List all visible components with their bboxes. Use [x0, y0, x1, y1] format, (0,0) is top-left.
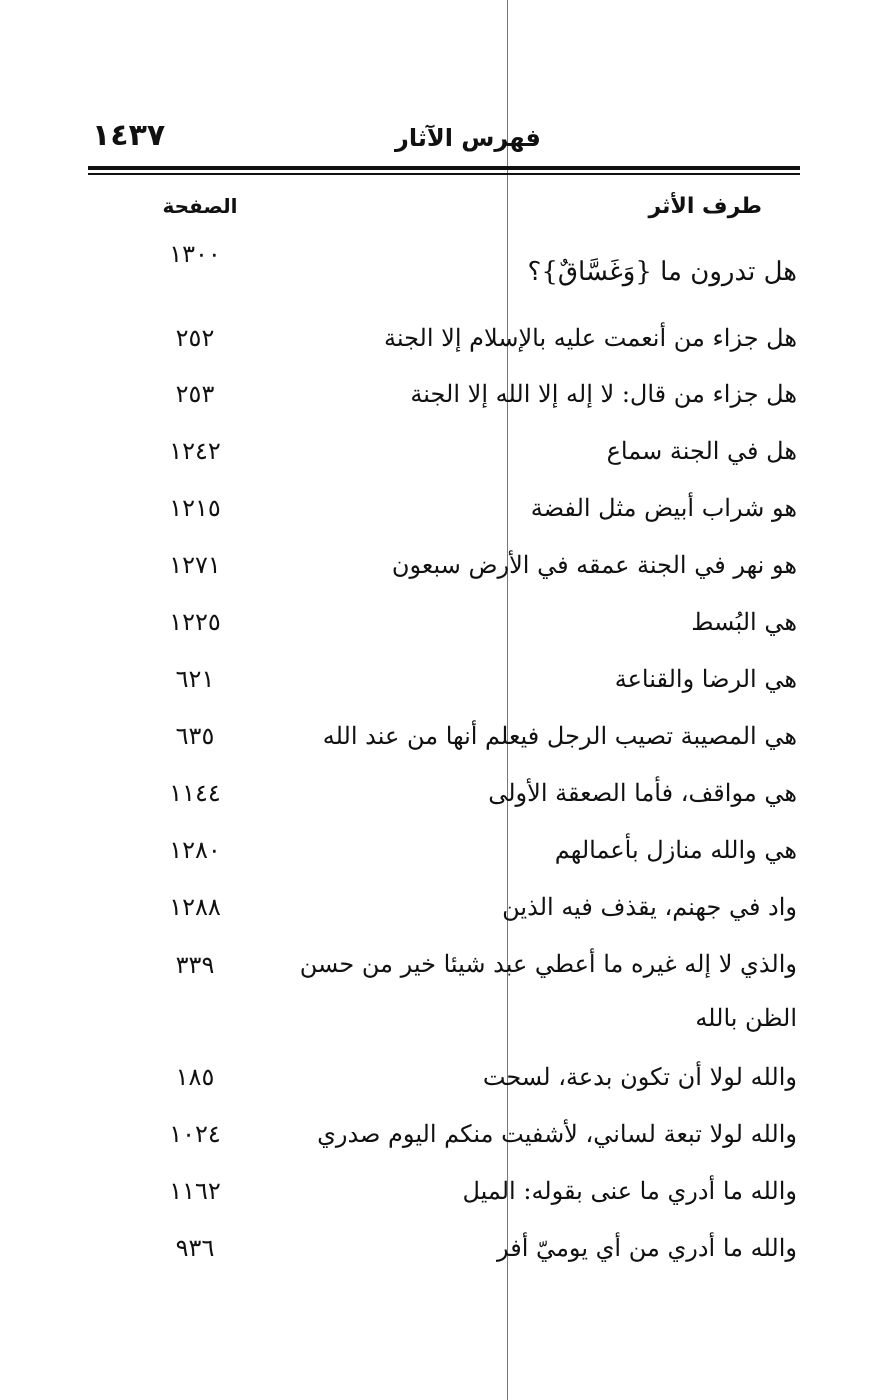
entry-text: هي والله منازل بأعمالهم — [554, 836, 797, 864]
page-column-header: الصفحة — [162, 194, 238, 218]
entry-page: ٩٣٦ — [175, 1234, 215, 1262]
index-entry — [0, 366, 879, 422]
entry-text: والذي لا إله غيره ما أعطي عبد شيئا خير من حسن الظن بالله — [299, 950, 797, 1032]
entry-text: والله ما أدري ما عنى بقوله: الميل — [462, 1177, 797, 1205]
index-entry — [0, 240, 879, 300]
entry-text: هو نهر في الجنة عمقه في الأرض سبعون — [391, 551, 797, 579]
index-entry — [0, 1106, 879, 1162]
index-entry — [0, 937, 879, 1047]
index-entry — [0, 765, 879, 821]
index-entry — [0, 537, 879, 593]
entry-page: ١١٤٤ — [169, 779, 221, 807]
entry-page: ١٨٥ — [175, 1063, 215, 1091]
entry-text: هل جزاء من قال: لا إله إلا الله إلا الجنة — [410, 380, 797, 408]
entry-page: ١٢٨٠ — [169, 836, 221, 864]
index-entry — [0, 1163, 879, 1219]
entry-page: ٢٥٣ — [175, 380, 215, 408]
entry-page: ١٠٢٤ — [169, 1120, 221, 1148]
entry-text: هل جزاء من أنعمت عليه بالإسلام إلا الجنة — [383, 324, 797, 352]
index-entry — [0, 310, 879, 366]
entry-page: ١٢٨٨ — [169, 893, 221, 921]
entry-page: ٣٣٩ — [175, 951, 215, 979]
entry-text: والله ما أدري من أي يوميّ أفر — [497, 1234, 797, 1262]
entry-page: ١٢٢٥ — [169, 608, 221, 636]
entry-text: والله لولا تبعة لساني، لأشفيت منكم اليوم صدري — [317, 1120, 797, 1148]
index-entry — [0, 822, 879, 878]
index-entry — [0, 879, 879, 935]
entry-text: هي الرضا والقناعة — [614, 665, 797, 693]
entry-text: هل في الجنة سماع — [606, 437, 797, 465]
entry-page: ١٢١٥ — [169, 494, 221, 522]
entry-page: ١١٦٢ — [169, 1177, 221, 1205]
entry-text: والله لولا أن تكون بدعة، لسحت — [482, 1063, 797, 1091]
index-entry — [0, 1220, 879, 1276]
index-entry — [0, 651, 879, 707]
entry-column-header: طرف الأثر — [648, 194, 762, 219]
running-title: فهرس الآثار — [395, 124, 541, 152]
entry-text: هو شراب أبيض مثل الفضة — [530, 494, 797, 522]
entry-page: ٦٣٥ — [175, 722, 215, 750]
entry-page: ١٢٤٢ — [169, 437, 221, 465]
entry-page: ٦٢١ — [175, 665, 215, 693]
index-entry — [0, 1049, 879, 1105]
entry-text: واد في جهنم، يقذف فيه الذين — [502, 893, 797, 921]
entry-text: هل تدرون ما {وَغَسَّاقٌ}؟ — [527, 257, 797, 287]
entry-page: ١٣٠٠ — [169, 240, 221, 268]
index-entry — [0, 708, 879, 764]
index-entry — [0, 480, 879, 536]
entry-text: هي مواقف، فأما الصعقة الأولى — [488, 779, 797, 807]
entry-text: هي البُسط — [691, 608, 797, 636]
entry-page: ٢٥٢ — [175, 324, 215, 352]
entry-page: ١٢٧١ — [169, 551, 221, 579]
index-entry — [0, 594, 879, 650]
entry-text: هي المصيبة تصيب الرجل فيعلم أنها من عند الله — [322, 722, 797, 750]
index-entry — [0, 423, 879, 479]
page-number: ١٤٣٧ — [92, 118, 166, 153]
